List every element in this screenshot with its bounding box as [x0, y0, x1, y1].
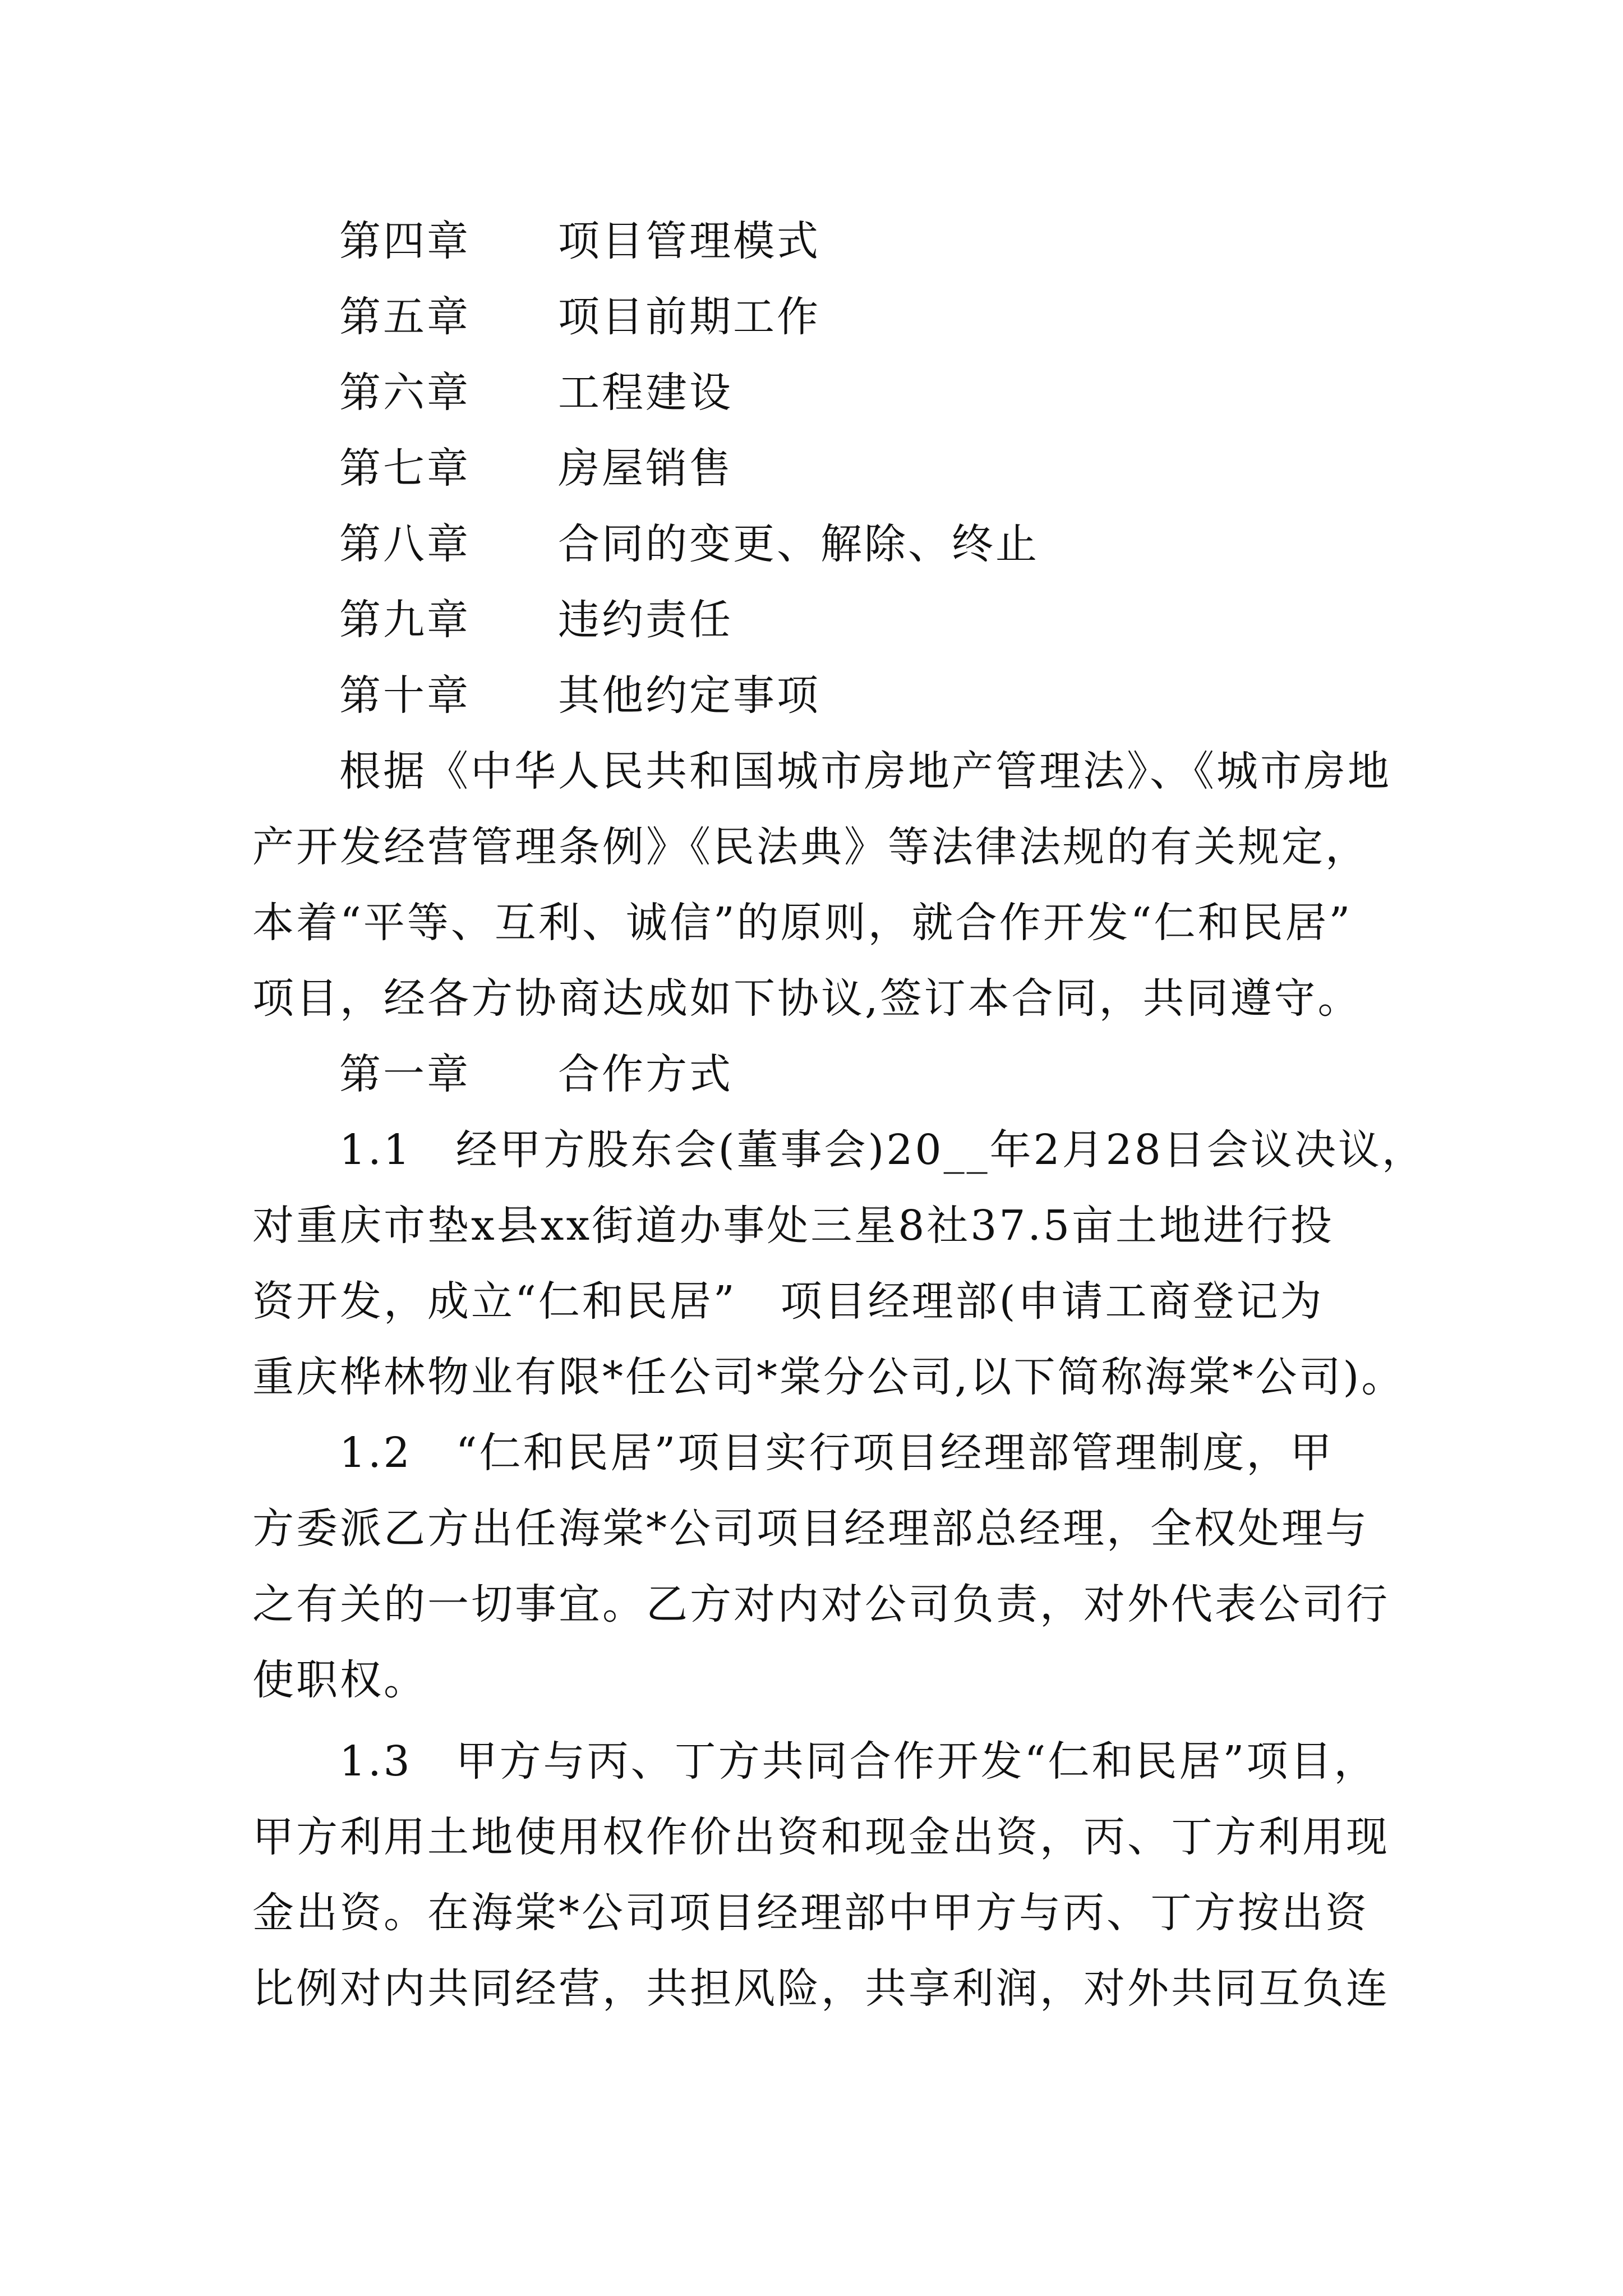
clause-line: 甲方利用土地使用权作价出资和现金出资，丙、丁方利用现 — [252, 1813, 1390, 1861]
clause-line: 资开发，成立“仁和民居” 项目经理部(申请工商登记为 — [252, 1277, 1324, 1326]
toc-chapter-number: 第九章 — [339, 596, 471, 644]
clause-line: 重庆桦林物业有限*任公司*棠分公司,以下简称海棠*公司)。 — [252, 1353, 1405, 1401]
preamble-line: 根据《中华人民共和国城市房地产管理法》、《城市房地 — [339, 747, 1391, 795]
preamble-line: 产开发经营管理条例》《民法典》等法律法规的有关规定， — [252, 823, 1369, 871]
clause-line: 使职权。 — [252, 1656, 427, 1704]
clause-line: 方委派乙方出任海棠*公司项目经理部总经理，全权处理与 — [252, 1504, 1369, 1553]
toc-line-9 — [339, 592, 733, 648]
toc-chapter-number: 第八章 — [339, 520, 471, 568]
chapter-title: 合作方式 — [558, 1050, 733, 1098]
toc-chapter-title: 房屋销售 — [558, 444, 733, 493]
toc-chapter-title: 合同的变更、解除、终止 — [558, 520, 1039, 568]
clause-line: 之有关的一切事宜。乙方对内对公司负责，对外代表公司行 — [252, 1580, 1390, 1628]
toc-line-7 — [339, 440, 733, 496]
clause-line: 比例对内共同经营，共担风险，共享利润，对外共同互负连 — [252, 1964, 1390, 2013]
toc-line-10 — [339, 668, 820, 724]
toc-chapter-title: 工程建设 — [558, 369, 733, 417]
toc-line-6 — [339, 365, 733, 421]
toc-line-8 — [339, 516, 1039, 572]
chapter-heading — [339, 1046, 733, 1102]
toc-chapter-title: 项目前期工作 — [558, 293, 820, 341]
chapter-number: 第一章 — [339, 1050, 471, 1098]
toc-chapter-number: 第十章 — [339, 671, 471, 720]
toc-chapter-title: 其他约定事项 — [558, 671, 820, 720]
preamble-line: 项目，经各方协商达成如下协议,签订本合同，共同遵守。 — [252, 974, 1362, 1023]
toc-line-4 — [339, 213, 820, 269]
clause-line: 1.1 经甲方股东会(董事会)20__年2月28日会议决议， — [339, 1126, 1426, 1174]
toc-chapter-number: 第四章 — [339, 217, 471, 265]
clause-line: 1.2 “仁和民居”项目实行项目经理部管理制度，甲 — [339, 1429, 1334, 1477]
clause-line: 金出资。在海棠*公司项目经理部中甲方与丙、丁方按出资 — [252, 1889, 1369, 1937]
toc-chapter-number: 第七章 — [339, 444, 471, 493]
toc-chapter-title: 项目管理模式 — [558, 217, 820, 265]
clause-line: 对重庆市垫x县xx街道办事处三星8社37.5亩土地进行投 — [252, 1202, 1335, 1250]
toc-chapter-number: 第六章 — [339, 369, 471, 417]
preamble-line: 本着“平等、互利、诚信”的原则，就合作开发“仁和民居” — [252, 899, 1353, 947]
clause-line: 1.3 甲方与丙、丁方共同合作开发“仁和民居”项目， — [339, 1737, 1378, 1786]
toc-line-5 — [339, 289, 820, 345]
toc-chapter-title: 违约责任 — [558, 596, 733, 644]
toc-chapter-number: 第五章 — [339, 293, 471, 341]
